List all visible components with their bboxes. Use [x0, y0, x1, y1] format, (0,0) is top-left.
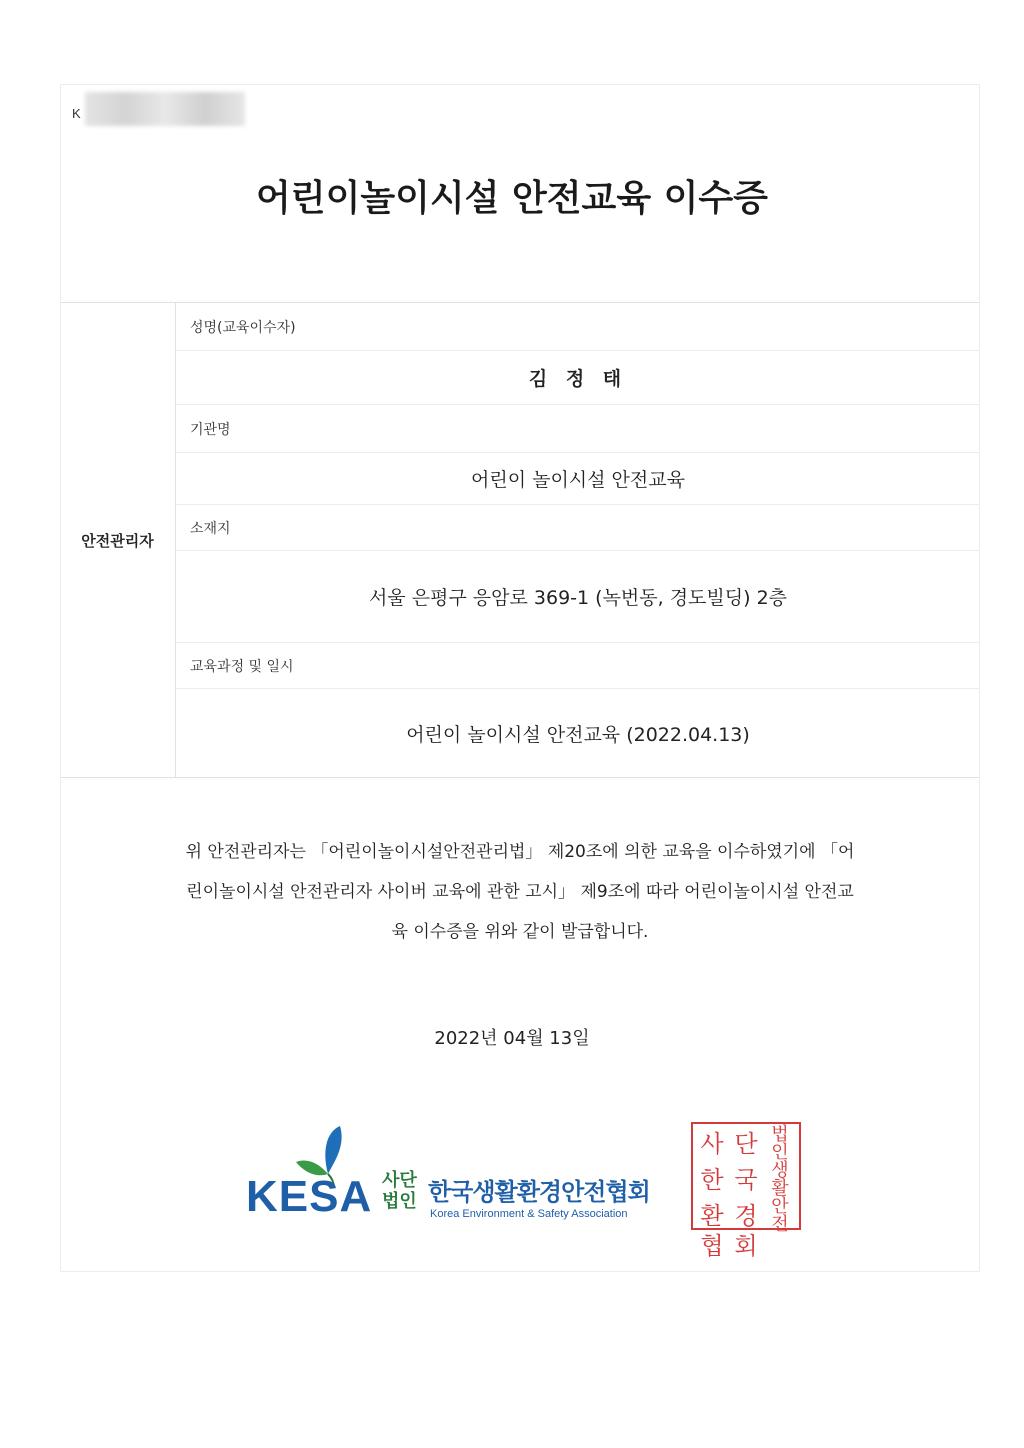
issuer-logo — [246, 1122, 696, 1232]
seal-char: 안전 — [771, 1196, 789, 1235]
side-label: 안전관리자 — [60, 303, 176, 778]
statement-line-3: 육 이수증을 위와 같이 발급합니다. — [391, 922, 649, 942]
logo-text: KESA — [246, 1172, 373, 1221]
seal-char: 경 — [734, 1202, 758, 1230]
certificate-number — [72, 100, 245, 126]
seal-char: 협 — [700, 1232, 724, 1260]
issue-date: 2022년 04월 13일 — [434, 1028, 590, 1049]
org-type-line-2: 법인 — [382, 1191, 417, 1212]
seal-char: 회 — [734, 1232, 758, 1260]
org-name-english: Korea Environment & Safety Association — [430, 1208, 628, 1220]
certification-statement — [100, 832, 940, 952]
row-label-address: 소재지 — [176, 505, 980, 551]
row-label-name: 성명(교육이수자) — [176, 303, 980, 351]
row-value-name: 김 정 태 — [176, 351, 980, 405]
row-label-org: 기관명 — [176, 405, 980, 453]
seal-char: 법인 — [771, 1124, 789, 1163]
statement-line-1: 위 안전관리자는 「어린이놀이시설안전관리법」 제20조에 의한 교육을 이수하였기에 「어 — [185, 842, 855, 862]
org-type — [382, 1170, 426, 1212]
seal-char: 한 — [700, 1166, 724, 1194]
row-value-address: 서울 은평구 응암로 369-1 (녹번동, 경도빌딩) 2층 — [176, 551, 980, 643]
statement-line-2: 린이놀이시설 안전관리자 사이버 교육에 관한 고시」 제9조에 따라 어린이놀이시설 안전교 — [186, 882, 854, 902]
row-label-course: 교육과정 및 일시 — [176, 643, 980, 689]
certificate-number-prefix: K — [72, 105, 81, 121]
seal-char: 생활 — [771, 1160, 789, 1199]
redacted-certificate-number — [85, 92, 245, 126]
seal-char: 단 — [734, 1130, 758, 1158]
info-table — [60, 302, 980, 778]
org-name: 한국생활환경안전협회 — [428, 1178, 650, 1206]
org-type-line-1: 사단 — [382, 1170, 417, 1191]
seal-char: 국 — [734, 1166, 758, 1194]
seal-char: 사 — [700, 1130, 724, 1158]
document-title: 어린이놀이시설 안전교육 이수증 — [256, 178, 768, 219]
row-value-course: 어린이 놀이시설 안전교육 (2022.04.13) — [406, 724, 750, 746]
row-value-org: 어린이 놀이시설 안전교육 — [176, 453, 980, 505]
official-seal — [691, 1122, 801, 1260]
seal-char: 환 — [700, 1202, 724, 1230]
